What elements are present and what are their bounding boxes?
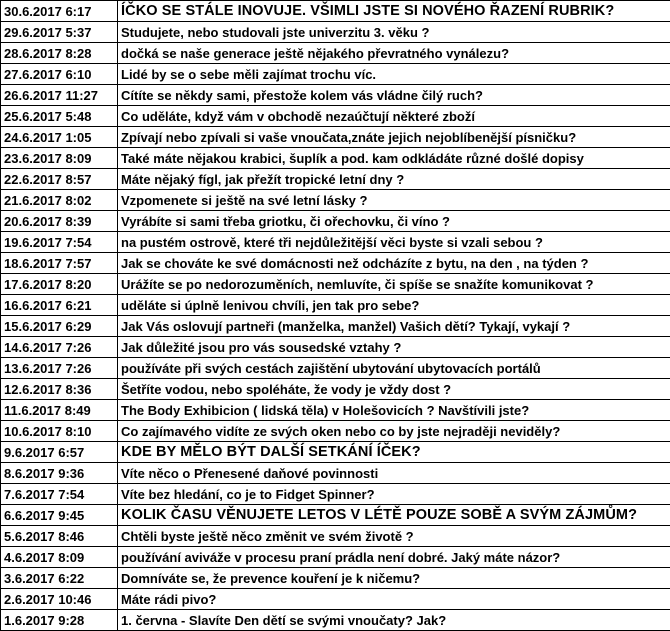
date-cell[interactable]: 23.6.2017 8:09 [1, 148, 118, 169]
topic-cell[interactable]: Co uděláte, když vám v obchodě nezaúčtují některé zboží [118, 106, 670, 127]
topic-cell[interactable]: Jak důležité jsou pro vás sousedské vztahy ? [118, 337, 670, 358]
date-cell[interactable]: 15.6.2017 6:29 [1, 316, 118, 337]
date-cell[interactable]: 5.6.2017 8:46 [1, 526, 118, 547]
topic-cell[interactable]: KOLIK ČASU VĚNUJETE LETOS V LÉTĚ POUZE SOBĚ A SVÝM ZÁJMŮM? [118, 505, 670, 526]
date-cell[interactable]: 14.6.2017 7:26 [1, 337, 118, 358]
date-cell[interactable]: 26.6.2017 11:27 [1, 85, 118, 106]
date-cell[interactable]: 7.6.2017 7:54 [1, 484, 118, 505]
table-row [1, 22, 670, 43]
table-row [1, 295, 670, 316]
topic-cell[interactable]: KDE BY MĚLO BÝT DALŠÍ SETKÁNÍ ÍČEK? [118, 442, 670, 463]
table-row [1, 568, 670, 589]
topic-cell[interactable]: Máte nějaký fígl, jak přežít tropické letní dny ? [118, 169, 670, 190]
topic-cell[interactable]: Co zajímavého vidíte ze svých oken nebo co by jste nejraději neviděly? [118, 421, 670, 442]
date-cell[interactable]: 16.6.2017 6:21 [1, 295, 118, 316]
topic-cell[interactable]: Vyrábíte si sami třeba griotku, či ořechovku, či víno ? [118, 211, 670, 232]
topic-cell[interactable]: Víte bez hledání, co je to Fidget Spinner? [118, 484, 670, 505]
table-row [1, 505, 670, 526]
date-cell[interactable]: 10.6.2017 8:10 [1, 421, 118, 442]
table-row [1, 106, 670, 127]
table-row [1, 253, 670, 274]
topic-cell[interactable]: dočká se naše generace ještě nějakého převratného vynálezu? [118, 43, 670, 64]
date-cell[interactable]: 3.6.2017 6:22 [1, 568, 118, 589]
date-cell[interactable]: 22.6.2017 8:57 [1, 169, 118, 190]
table-row [1, 379, 670, 400]
table-row [1, 337, 670, 358]
date-cell[interactable]: 28.6.2017 8:28 [1, 43, 118, 64]
date-cell[interactable]: 13.6.2017 7:26 [1, 358, 118, 379]
date-cell[interactable]: 17.6.2017 8:20 [1, 274, 118, 295]
date-cell[interactable]: 6.6.2017 9:45 [1, 505, 118, 526]
topic-cell[interactable]: Šetříte vodou, nebo spoléháte, že vody je vždy dost ? [118, 379, 670, 400]
date-cell[interactable]: 1.6.2017 9:28 [1, 610, 118, 631]
table-row [1, 148, 670, 169]
table-row [1, 64, 670, 85]
topic-cell[interactable]: Jak Vás oslovují partneři (manželka, manžel) Vašich dětí? Tykají, vykají ? [118, 316, 670, 337]
topic-cell[interactable]: Také máte nějakou krabici, šuplík a pod. kam odkládáte různé došlé dopisy [118, 148, 670, 169]
topic-cell[interactable]: 1. června - Slavíte Den dětí se svými vnoučaty? Jak? [118, 610, 670, 631]
date-cell[interactable]: 20.6.2017 8:39 [1, 211, 118, 232]
topic-cell[interactable]: Jak se chováte ke své domácnosti než odcházíte z bytu, na den , na týden ? [118, 253, 670, 274]
table-row [1, 463, 670, 484]
topic-cell[interactable]: Studujete, nebo studovali jste univerzitu 3. věku ? [118, 22, 670, 43]
topic-cell[interactable]: Máte rádi pivo? [118, 589, 670, 610]
date-cell[interactable]: 25.6.2017 5:48 [1, 106, 118, 127]
table-row [1, 232, 670, 253]
table-row [1, 43, 670, 64]
date-cell[interactable]: 24.6.2017 1:05 [1, 127, 118, 148]
topic-cell[interactable]: používáte při svých cestách zajištění ubytování ubytovacích portálů [118, 358, 670, 379]
topic-cell[interactable]: Urážíte se po nedorozuměních, nemluvíte, či spíše se snažíte komunikovat ? [118, 274, 670, 295]
date-cell[interactable]: 27.6.2017 6:10 [1, 64, 118, 85]
topic-cell[interactable]: používání aviváže v procesu praní prádla není dobré. Jaký máte názor? [118, 547, 670, 568]
topic-cell[interactable]: Zpívají nebo zpívali si vaše vnoučata,znáte jejich nejoblíbenější písničku? [118, 127, 670, 148]
table-row [1, 316, 670, 337]
date-cell[interactable]: 8.6.2017 9:36 [1, 463, 118, 484]
date-cell[interactable]: 19.6.2017 7:54 [1, 232, 118, 253]
date-cell[interactable]: 30.6.2017 6:17 [1, 1, 118, 22]
date-cell[interactable]: 2.6.2017 10:46 [1, 589, 118, 610]
table-row [1, 85, 670, 106]
topic-cell[interactable]: Víte něco o Přenesené daňové povinnosti [118, 463, 670, 484]
date-cell[interactable]: 12.6.2017 8:36 [1, 379, 118, 400]
topic-cell[interactable]: Lidé by se o sebe měli zajímat trochu víc. [118, 64, 670, 85]
topic-cell[interactable]: na pustém ostrově, které tři nejdůležitější věci byste si vzali sebou ? [118, 232, 670, 253]
date-cell[interactable]: 11.6.2017 8:49 [1, 400, 118, 421]
table-row [1, 610, 670, 631]
topic-cell[interactable]: Vzpomenete si ještě na své letní lásky ? [118, 190, 670, 211]
table-row [1, 400, 670, 421]
date-cell[interactable]: 29.6.2017 5:37 [1, 22, 118, 43]
table-row [1, 421, 670, 442]
topic-cell[interactable]: uděláte si úplně lenivou chvíli, jen tak pro sebe? [118, 295, 670, 316]
table-row [1, 211, 670, 232]
date-cell[interactable]: 4.6.2017 8:09 [1, 547, 118, 568]
topic-cell[interactable]: ÍČKO SE STÁLE INOVUJE. VŠIMLI JSTE SI NOVÉHO ŘAZENÍ RUBRIK? [118, 1, 670, 22]
table-row [1, 169, 670, 190]
topic-cell[interactable]: The Body Exhibicion ( lidská těla) v Holešovicích ? Navštívili jste? [118, 400, 670, 421]
table-row [1, 442, 670, 463]
spreadsheet-body [1, 1, 670, 631]
table-row [1, 526, 670, 547]
table-row [1, 1, 670, 22]
table-row [1, 589, 670, 610]
topic-cell[interactable]: Domníváte se, že prevence kouření je k ničemu? [118, 568, 670, 589]
table-row [1, 358, 670, 379]
table-row [1, 547, 670, 568]
table-row [1, 274, 670, 295]
table-row [1, 127, 670, 148]
date-cell[interactable]: 18.6.2017 7:57 [1, 253, 118, 274]
table-row [1, 190, 670, 211]
date-cell[interactable]: 9.6.2017 6:57 [1, 442, 118, 463]
date-cell[interactable]: 21.6.2017 8:02 [1, 190, 118, 211]
table-row [1, 484, 670, 505]
topic-cell[interactable]: Cítíte se někdy sami, přestože kolem vás vládne čilý ruch? [118, 85, 670, 106]
topic-cell[interactable]: Chtěli byste ještě něco změnit ve svém životě ? [118, 526, 670, 547]
